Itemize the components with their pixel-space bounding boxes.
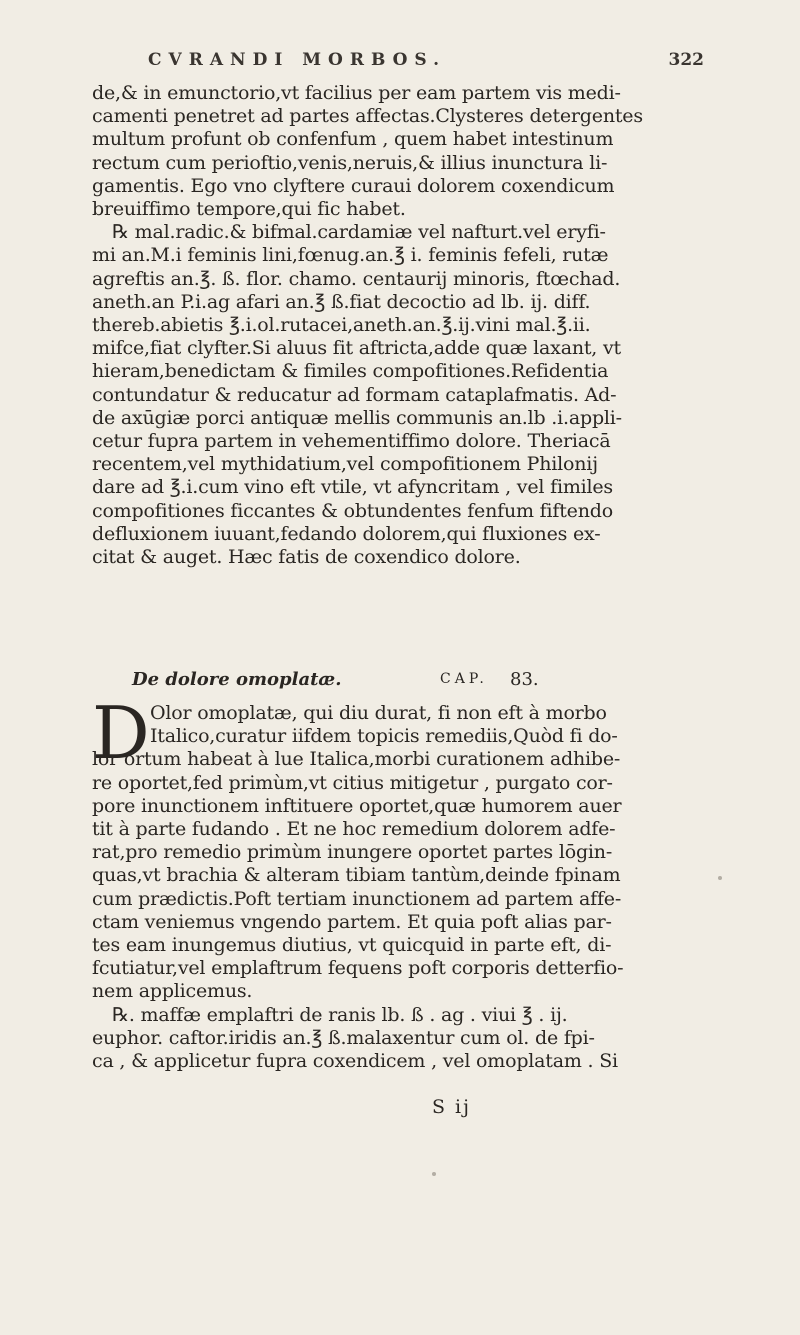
text-line: contundatur & reducatur ad formam cataplafmatis. Ad-	[92, 383, 617, 406]
text-line: nem applicemus.	[92, 980, 253, 1003]
text-line: mi an.M.i feminis lini,fœnug.an.℥ i. feminis fefeli, rutæ	[92, 244, 609, 267]
signature-mark: S ij	[432, 1096, 472, 1118]
text-line: cetur fupra partem in vehementiffimo dolore. Theriacā	[92, 430, 611, 453]
paragraph-coxendix	[92, 82, 704, 569]
text-line: cum prædictis.Poft tertiam inunctionem ad partem affe-	[92, 887, 622, 910]
ink-speck	[718, 876, 722, 880]
chapter-heading	[92, 669, 704, 695]
text-line: ℞. maffæ emplaftri de ranis lb. ß . ag . viui ℥ . ij.	[112, 1003, 568, 1026]
chapter-caption: De dolore omoplatæ.	[132, 669, 342, 690]
text-line: multum profunt ob confenfum , quem habet intestinum	[92, 128, 614, 151]
text-line: re oportet,fed primùm,vt citius mitigetur , purgato cor-	[92, 771, 613, 794]
text-line: compofitiones ficcantes & obtundentes fenfum fiftendo	[92, 499, 613, 522]
text-line: pore inunctionem inftituere oportet,quæ humorem auer	[92, 794, 622, 817]
text-line: de axūgiæ porci antiquæ mellis communis an.lb .i.appli-	[92, 406, 622, 429]
text-line: camenti penetret ad partes affectas.Clysteres detergentes	[92, 105, 643, 128]
text-line: Italico,curatur iifdem topicis remediis,Quòd fi do-	[150, 725, 618, 748]
ink-speck	[432, 1172, 436, 1176]
text-line: hieram,benedictam & fimiles compofitiones.Refidentia	[92, 360, 609, 383]
text-line: recentem,vel mythidatium,vel compofitionem Philonij	[92, 453, 598, 476]
text-line: citat & auget. Hæc fatis de coxendico dolore.	[92, 546, 521, 569]
text-line: aneth.an P.i.ag afari an.℥ ß.fiat decoctio ad lb. ij. diff.	[92, 290, 591, 313]
text-line: fcutiatur,vel emplaftrum fequens poft corporis detterfio-	[92, 957, 624, 980]
chapter-number: 83.	[510, 669, 539, 690]
text-line: Olor omoplatæ, qui diu durat, fi non eft à morbo	[150, 702, 607, 724]
text-line: quas,vt brachia & alteram tibiam tantùm,deinde fpinam	[92, 864, 621, 887]
text-line: rat,pro remedio primùm inungere oportet partes lōgin-	[92, 841, 613, 864]
chapter-label: CAP.	[440, 671, 488, 687]
text-line: tit à parte fudando . Et ne hoc remedium dolorem adfe-	[92, 818, 616, 841]
drop-cap: D	[92, 691, 150, 775]
running-head: CVRANDI MORBOS.	[148, 50, 447, 70]
paragraph-omoplata	[92, 691, 704, 1073]
text-line: defluxionem iuuant,fedando dolorem,qui fluxiones ex-	[92, 522, 601, 545]
text-line: dare ad ℥.i.cum vino eft vtile, vt afyncritam , vel fimiles	[92, 476, 613, 499]
text-line: ℞ mal.radic.& bifmal.cardamiæ vel nafturt.vel eryfi-	[112, 221, 606, 244]
text-line: agreftis an.℥. ß. flor. chamo. centaurij minoris, ftœchad.	[92, 267, 621, 290]
page-number: 322	[668, 50, 704, 70]
text-line: de,& in emunctorio,vt facilius per eam partem vis medi-	[92, 82, 621, 104]
text-line: tes eam inungemus diutius, vt quicquid in parte eft, di-	[92, 934, 612, 957]
text-line: gamentis. Ego vno clyftere curaui dolorem coxendicum	[92, 174, 615, 197]
text-line: thereb.abietis ℥.i.ol.rutacei,aneth.an.℥.ij.vini mal.℥.ii.	[92, 314, 591, 337]
text-line: mifce,fiat clyfter.Si aluus fit aftricta,adde quæ laxant, vt	[92, 337, 621, 360]
text-line: lor ortum habeat à lue Italica,morbi curationem adhibe-	[92, 748, 621, 771]
text-line: ca , & applicetur fupra coxendicem , vel omoplatam . Si	[92, 1050, 618, 1073]
text-line: ctam veniemus vngendo partem. Et quia poft alias par-	[92, 910, 612, 933]
text-line: euphor. caftor.iridis an.℥ ß.malaxentur cum ol. de fpi-	[92, 1026, 595, 1049]
text-line: breuiffimo tempore,qui fic habet.	[92, 198, 406, 221]
page-header	[92, 44, 712, 80]
text-line: rectum cum perioftio,venis,neruis,& illius inunctura li-	[92, 151, 608, 174]
